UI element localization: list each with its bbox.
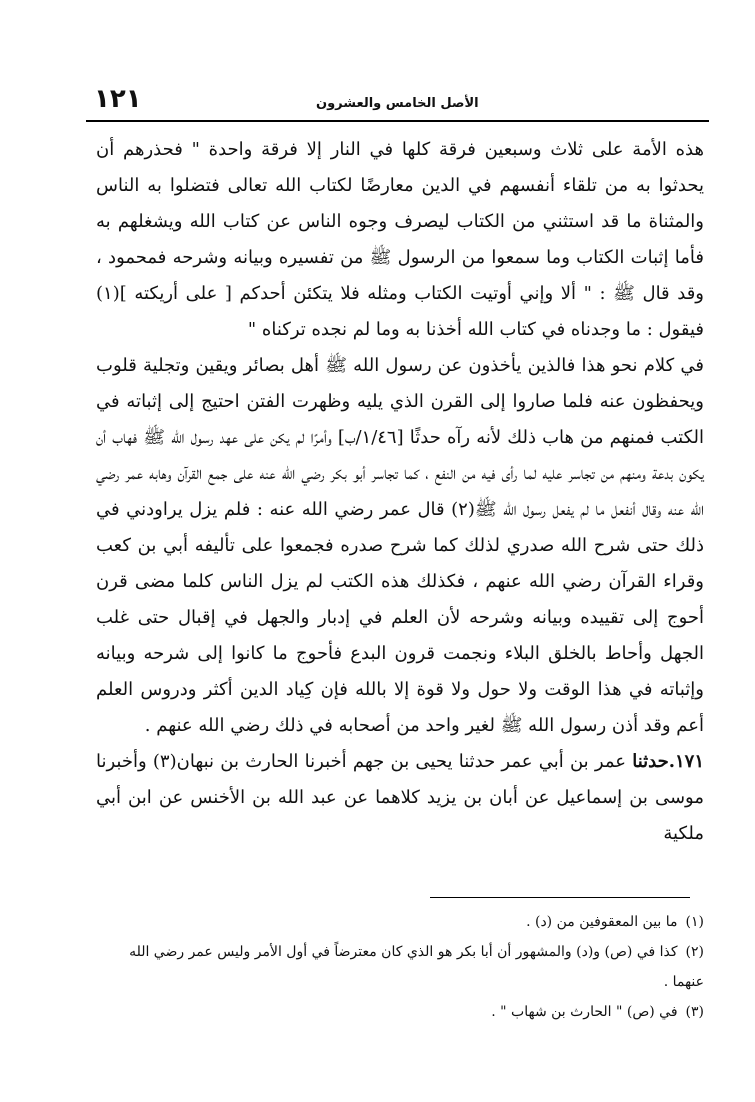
footnote-2	[96, 937, 704, 997]
footnote-number: (٣)	[685, 1004, 704, 1020]
page-number: ١٢١	[94, 84, 142, 114]
footnote-text: ما بين المعقوفين من (د) .	[526, 914, 678, 930]
footnote-text: كذا في (ص) و(د) والمشهور أن أبا بكر هو الذي كان معترضاً في أول الأمر وليس عمر رضي الله عنهما .	[129, 944, 704, 990]
footnote-1	[96, 907, 704, 937]
footnote-rule	[430, 897, 690, 898]
footnote-number: (٢)	[685, 944, 704, 960]
paragraph-1: هذه الأمة على ثلاث وسبعين فرقة كلها في النار إلا فرقة واحدة " فحذرهم أن يحدثوا به من تلقاء أنفسهم في الدين معارضًا لكتاب الله تعالى فتضلوا به الناس والمثناة ما قد استثني من الكتاب ليصرف وجوه الناس عن كتاب الله ويشغلهم به فأما إثبات الكتاب وما سمعوا من الرسول ﷺ من تفسيره وبيانه وشرحه فمحمود ، وقد قال ﷺ : " ألا وإني أوتيت الكتاب ومثله فلا يتكئن أحدكم [ على أريكته ](١) فيقول : ما وجدناه في كتاب الله أخذنا به وما لم نجده تركناه "	[96, 139, 704, 340]
running-title: الأصل الخامس والعشرون	[316, 96, 479, 111]
footnote-text: في (ص) " الحارث بن شهاب " .	[491, 1004, 678, 1020]
footnote-3	[96, 997, 704, 1027]
main-text	[96, 132, 704, 852]
footnote-number: (١)	[685, 914, 704, 930]
paragraph-3	[96, 744, 704, 852]
hadith-word: حدثنا	[632, 751, 669, 772]
footnotes	[96, 907, 704, 1027]
header-rule	[86, 120, 709, 122]
hadith-text: عمر بن أبي عمر حدثنا يحيى بن جهم أخبرنا الحارث بن نبهان(٣) وأخبرنا موسى بن إسماعيل عن أبان بن يزيد كلاهما عن عبد الله بن الأخنس عن ابن أبي ملكية	[96, 751, 704, 844]
hadith-number: ١٧١.	[668, 751, 705, 772]
page-header	[86, 84, 709, 124]
paragraph-2: في كلام نحو هذا فالذين يأخذون عن رسول الله ﷺ أهل بصائر ويقين وتجلية قلوب ويحفظون عنه فلما صاروا إلى القرن الذي يليه وظهرت الفتن احتيج إلى إثباته في الكتب فمنهم من هاب ذلك لأنه رآه حدثًا [١/٤٦/ب] وأمرًا لم يكن على عهد رسول الله ﷺ فهاب أن يكون بدعة ومنهم من تجاسر عليه لما رأى فيه من النفع ، كما تجاسر أبو بكر رضي الله عنه على جمع القرآن وهابه عمر رضي الله عنه وقال أنفعل ما لم يفعل رسول الله ﷺ(٢) قال عمر رضي الله عنه : فلم يزل يراودني في ذلك حتى شرح الله صدري لذلك كما شرح صدره فجمعوا على تأليفه أبي بن كعب وقراء القرآن رضي الله عنهم ، فكذلك هذه الكتب لم يزل الناس كلما مضى قرن أحوج إلى تقييده وبيانه وشرحه لأن العلم في إدبار والجهل في إقبال حتى غلب الجهل وأحاط بالخلق البلاء ونجمت قرون البدع فأحوج ما كانوا إلى شرحه وبيانه وإثباته في هذا الوقت ولا حول ولا قوة إلا بالله فإن كِياد الدين أكثر ودروس العلم أعم وقد أذن رسول الله ﷺ لغير واحد من أصحابه في ذلك رضي الله عنهم .	[96, 355, 705, 736]
